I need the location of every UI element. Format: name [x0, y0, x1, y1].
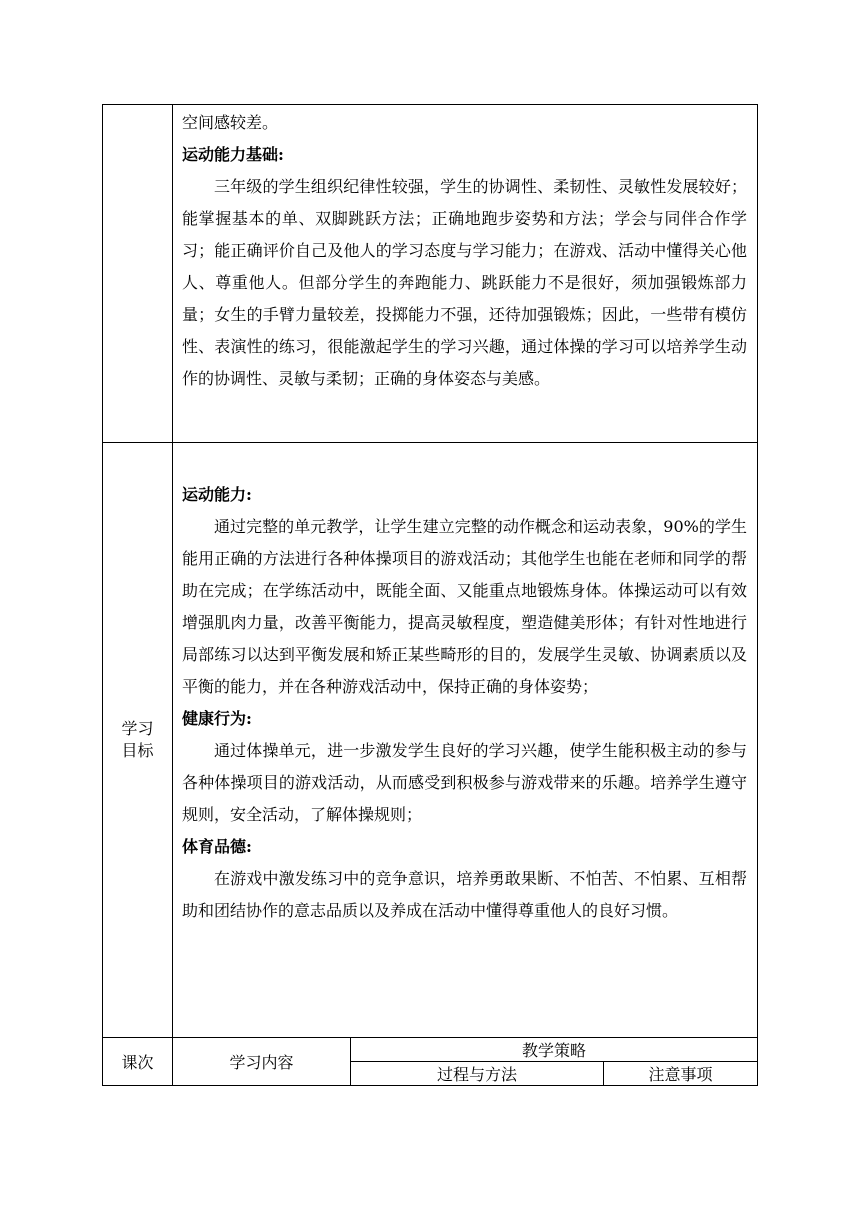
- label-line-1: 学习: [121, 719, 154, 738]
- goal-heading-health: 健康行为:: [182, 709, 252, 728]
- learning-goals-label: [103, 443, 173, 1038]
- learning-goals-cell: [173, 443, 758, 1038]
- row-label-empty: [103, 105, 173, 443]
- goal-heading-ethics: 体育品德:: [182, 837, 252, 856]
- table-header-row-1: [103, 1038, 758, 1062]
- header-notes: 注意事项: [604, 1062, 758, 1086]
- goal-paragraph-ethics: 在游戏中激发练习中的竞争意识，培养勇敢果断、不怕苦、不怕累、互相帮助和团结协作的意志品质以及养成在活动中懂得尊重他人的良好习惯。: [182, 869, 747, 920]
- section-paragraph: 三年级的学生组织纪律性较强，学生的协调性、柔韧性、灵敏性发展较好；能掌握基本的单、双脚跳跃方法；正确地跑步姿势和方法；学会与同伴合作学习；能正确评价自己及他人的学习态度与学习能力；在游戏、活动中懂得关心他人、尊重他人。但部分学生的奔跑能力、跳跃能力不是很好，须加强锻炼部力量；女生的手臂力量较差，投掷能力不强，还待加强锻炼；因此，一些带有模仿性、表演性的练习，很能激起学生的学习兴趣，通过体操的学习可以培养学生动作的协调性、灵敏与柔韧；正确的身体姿态与美感。: [182, 177, 747, 388]
- goal-paragraph-motor: 通过完整的单元教学，让学生建立完整的动作概念和运动表象，90%的学生能用正确的方法进行各种体操项目的游戏活动；其他学生也能在老师和同学的帮助在完成；在学练活动中，既能全面、又能重点地锻炼身体。体操运动可以有效增强肌肉力量，改善平衡能力，提高灵敏程度，塑造健美形体；有针对性地进行局部练习以达到平衡发展和矫正某些畸形的目的，发展学生灵敏、协调素质以及平衡的能力，并在各种游戏活动中，保持正确的身体姿势；: [182, 517, 747, 696]
- main-table: [102, 104, 758, 1086]
- header-strategy: 教学策略: [351, 1038, 758, 1062]
- learning-goals-row: [103, 443, 758, 1038]
- goal-heading-motor: 运动能力:: [182, 485, 252, 504]
- header-content: 学习内容: [173, 1038, 351, 1086]
- lesson-plan-table: [102, 104, 758, 1086]
- continued-text: 空间感较差。: [182, 113, 279, 132]
- label-line-2: 目标: [121, 741, 154, 760]
- section-heading: 运动能力基础:: [182, 145, 284, 164]
- student-analysis-row: [103, 105, 758, 443]
- header-process: 过程与方法: [351, 1062, 604, 1086]
- goal-paragraph-health: 通过体操单元，进一步激发学生良好的学习兴趣，使学生能积极主动的参与各种体操项目的游戏活动，从而感受到积极参与游戏带来的乐趣。培养学生遵守规则，安全活动，了解体操规则；: [182, 741, 747, 824]
- spacer: [182, 445, 747, 479]
- header-lesson: 课次: [103, 1038, 173, 1086]
- student-analysis-cell: [173, 105, 758, 443]
